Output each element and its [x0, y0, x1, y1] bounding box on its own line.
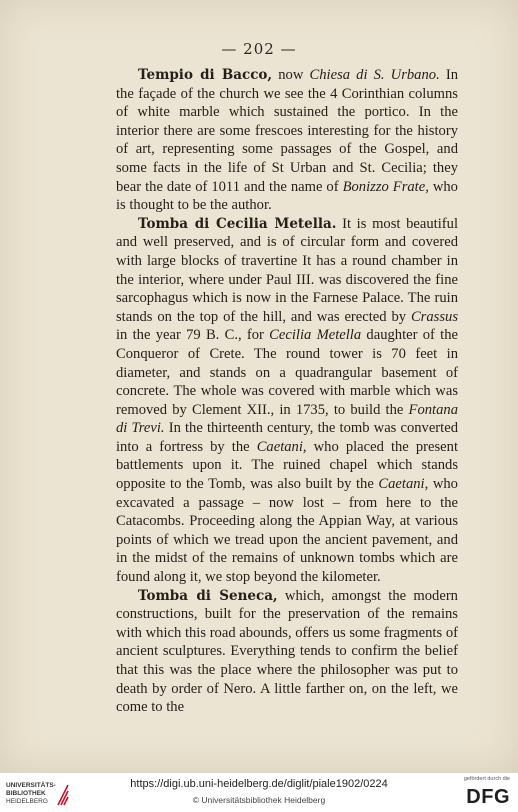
page-number: — 202 — — [221, 40, 297, 58]
body-text: which, amongst the modern constructions, built for the preservation of the remains with which this road abounds, offers us some fragments of ancient sculptures. Everything tends to confirm the belief that this was the place where the philosopher was put to death by order of Nero. A little farther on, on the left, we come to the — [116, 587, 458, 716]
italic-text: Bonizzo Frate, — [342, 178, 429, 195]
paragraph-heading: Tempio di Bacco, — [138, 67, 273, 83]
body-text: who placed the present battlements upon it. The ruined chapel which stands opposite to the Tomb, was also built by the — [116, 438, 458, 493]
italic-text: Crassus — [410, 308, 458, 325]
library-name-line3: HEIDELBERG — [6, 798, 48, 805]
paragraph — [116, 66, 458, 215]
italic-text: Fontana di Trevi. — [116, 401, 458, 437]
page-text — [116, 66, 458, 717]
body-text: It is most beautiful and well preserved, and is of circular form and covered with large blocks of travertine It has a round chamber in the interior, where under Paul III. was discovered the fine sarcophagus which is now in the Farnese Palace. The ruin stands on the top of the hill, and was erected by — [116, 215, 458, 325]
viewer-footer — [0, 772, 518, 812]
funded-by-label: gefördert durch die — [463, 776, 510, 782]
permalink-url[interactable]: https://digi.ub.uni-heidelberg.de/diglit/piale1902/0224 — [130, 778, 388, 790]
copyright-notice: © Universitätsbibliothek Heidelberg — [192, 795, 326, 805]
body-text: In the thirteenth century, the tomb was converted into a fortress by the — [116, 420, 459, 455]
body-text: now — [272, 67, 310, 83]
body-text: daughter of the Conqueror of Crete. The round tower is 70 feet in diameter, and stands on a quadrangular basement of concrete. The whole was covered with marble which was removed by Clement XII., in 1735, to build the — [116, 327, 459, 418]
italic-text: Chiesa di S. Urbano. — [309, 67, 440, 83]
body-text: In the façade of the church we see the 4 Corinthian columns of white marble which sustained the portico. In the interior there are some frescoes interesting for the history of art, representing some passages of the Gospel, and some facts in the life of St Urban and St. Cecilia; they bear the date of 1011 and the name of — [116, 67, 458, 195]
paragraph-heading: Tomba di Seneca, — [138, 587, 278, 604]
italic-text: Caetani, — [378, 476, 429, 493]
library-name-line1: UNIVERSITÄTS- — [6, 782, 56, 789]
body-text: in the year 79 B. C., for — [116, 327, 270, 344]
paragraph — [116, 587, 458, 717]
body-text: who is thought to be the author. — [116, 178, 458, 214]
italic-text: Caetani, — [256, 438, 307, 455]
paragraph — [116, 215, 458, 587]
dfg-wordmark: DFG — [466, 786, 510, 808]
dfg-logo[interactable] — [456, 776, 510, 810]
paragraph-heading: Tomba di Cecilia Metella. — [138, 215, 337, 232]
italic-text: Cecilia Metella — [269, 327, 362, 344]
library-name-line2: BIBLIOTHEK — [6, 790, 46, 797]
body-text: who excavated a passage – now lost – from here to the Catacombs. Proceeding along the Appian Way, at various points of which we tread upon the ancient pavement, and in the midst of the remains of unknown tombs which are found along it, we stop beyond the kilometer. — [116, 476, 458, 586]
